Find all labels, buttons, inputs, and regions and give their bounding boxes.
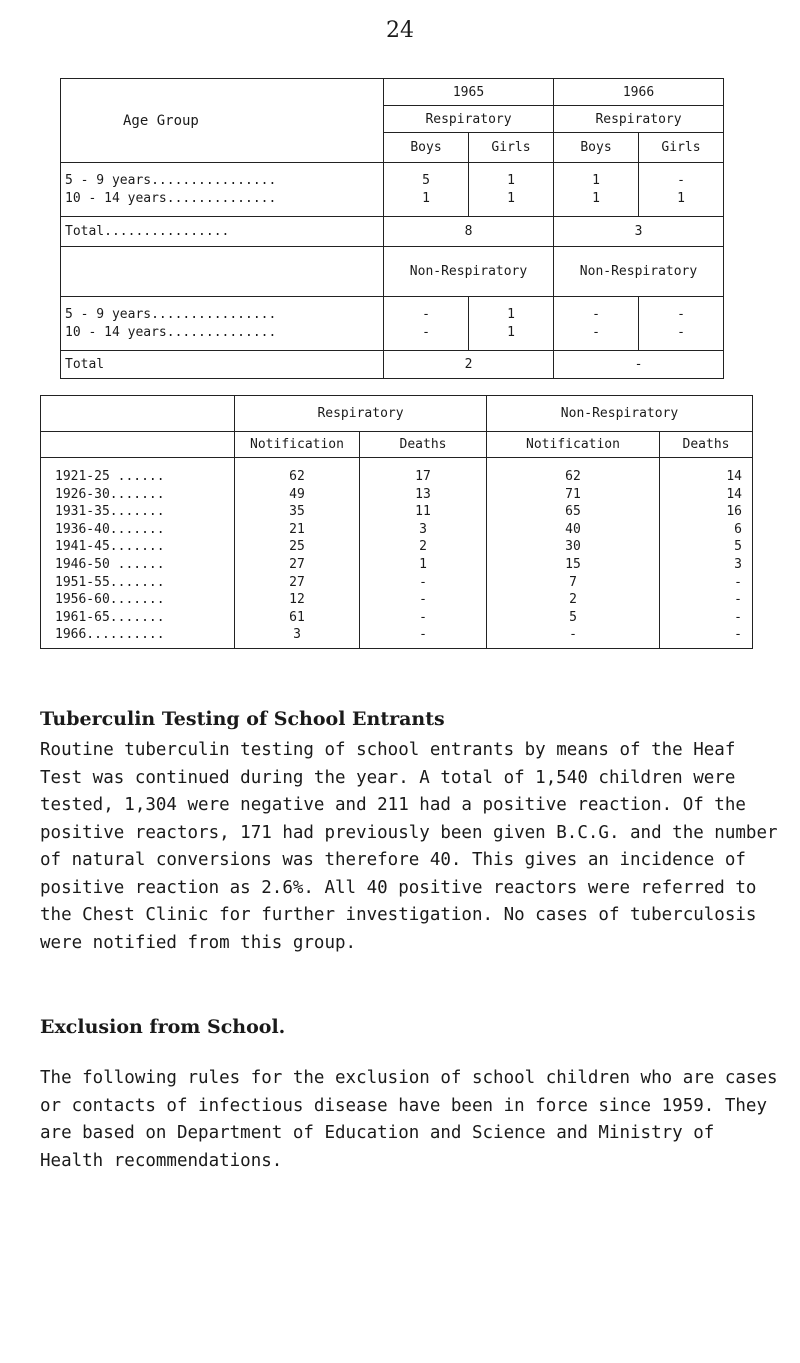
notifications-deaths-table xyxy=(40,395,753,649)
period-column: 1921-25 ...... 1926-30....... 1931-35....... 1936-40....... 1941-45....... 1946-50 ...... 1951-55....... 1956-60....... 1961-65....... 1966.......... xyxy=(41,458,235,649)
tuberculin-paragraph: Routine tuberculin testing of school entrants by means of the Heaf Test was continued during the year. A total of 1,540 children were tested, 1,304 were negative and 211 had a positive reaction. Of the positive reactors, 171 had previously been given B.C.G. and the number of natural conversions was therefore 40. This gives an incidence of positive reaction as 2.6%. All 40 positive reactors were referred to the Chest Clinic for further investigation. No cases of tuberculosis were notified from this group. xyxy=(40,740,778,953)
age-group-header: Age Group xyxy=(61,79,384,163)
respiratory-header: Respiratory xyxy=(235,396,487,432)
resp-notification-header: Notification xyxy=(235,432,360,458)
year-1965-header: 1965 xyxy=(384,79,554,106)
girls-1965-header: Girls xyxy=(469,133,554,163)
nonresp-girls-1966: - - xyxy=(639,297,724,351)
page-number: 24 xyxy=(386,18,414,43)
respiratory-1966-header: Respiratory xyxy=(554,106,724,133)
nonresp-deaths-column: 14 14 16 6 5 3 - - - - xyxy=(660,458,753,649)
girls-1966-header: Girls xyxy=(639,133,724,163)
respiratory-1965-header: Respiratory xyxy=(384,106,554,133)
nonresp-total-1966: - xyxy=(554,351,724,379)
nonresp-notification-column: 62 71 65 40 30 15 7 2 5 - xyxy=(487,458,660,649)
resp-girls-1965: 1 1 xyxy=(469,163,554,217)
exclusion-paragraph: The following rules for the exclusion of school children who are cases or contacts of infectious disease have been in force since 1959. They are based on Department of Education and Science and Ministry of Health recommendations. xyxy=(40,1068,778,1171)
nonresp-boys-1966: - - xyxy=(554,297,639,351)
nonrespiratory-1966-header: Non-Respiratory xyxy=(554,247,724,297)
nonresp-deaths-header: Deaths xyxy=(660,432,753,458)
resp-notification-column: 62 49 35 21 25 27 27 12 61 3 xyxy=(235,458,360,649)
respiratory-total-label: Total................ xyxy=(61,217,384,247)
resp-total-1966: 3 xyxy=(554,217,724,247)
tuberculin-heading: Tuberculin Testing of School Entrants xyxy=(40,708,445,730)
resp-boys-1965: 5 1 xyxy=(384,163,469,217)
resp-deaths-column: 17 13 11 3 2 1 - - - - xyxy=(360,458,487,649)
nonresp-notification-header: Notification xyxy=(487,432,660,458)
resp-total-1965: 8 xyxy=(384,217,554,247)
nonresp-girls-1965: 1 1 xyxy=(469,297,554,351)
nonrespiratory-age-labels: 5 - 9 years................ 10 - 14 years.............. xyxy=(61,297,384,351)
respiratory-age-labels: 5 - 9 years................ 10 - 14 years.............. xyxy=(61,163,384,217)
boys-1965-header: Boys xyxy=(384,133,469,163)
nonrespiratory-total-label: Total xyxy=(61,351,384,379)
boys-1966-header: Boys xyxy=(554,133,639,163)
resp-boys-1966: 1 1 xyxy=(554,163,639,217)
year-1966-header: 1966 xyxy=(554,79,724,106)
age-group-table xyxy=(60,78,724,379)
nonrespiratory-1965-header: Non-Respiratory xyxy=(384,247,554,297)
resp-girls-1966: - 1 xyxy=(639,163,724,217)
nonresp-total-1965: 2 xyxy=(384,351,554,379)
exclusion-heading: Exclusion from School. xyxy=(40,1016,286,1038)
nonrespiratory-header: Non-Respiratory xyxy=(487,396,753,432)
nonresp-boys-1965: - - xyxy=(384,297,469,351)
resp-deaths-header: Deaths xyxy=(360,432,487,458)
